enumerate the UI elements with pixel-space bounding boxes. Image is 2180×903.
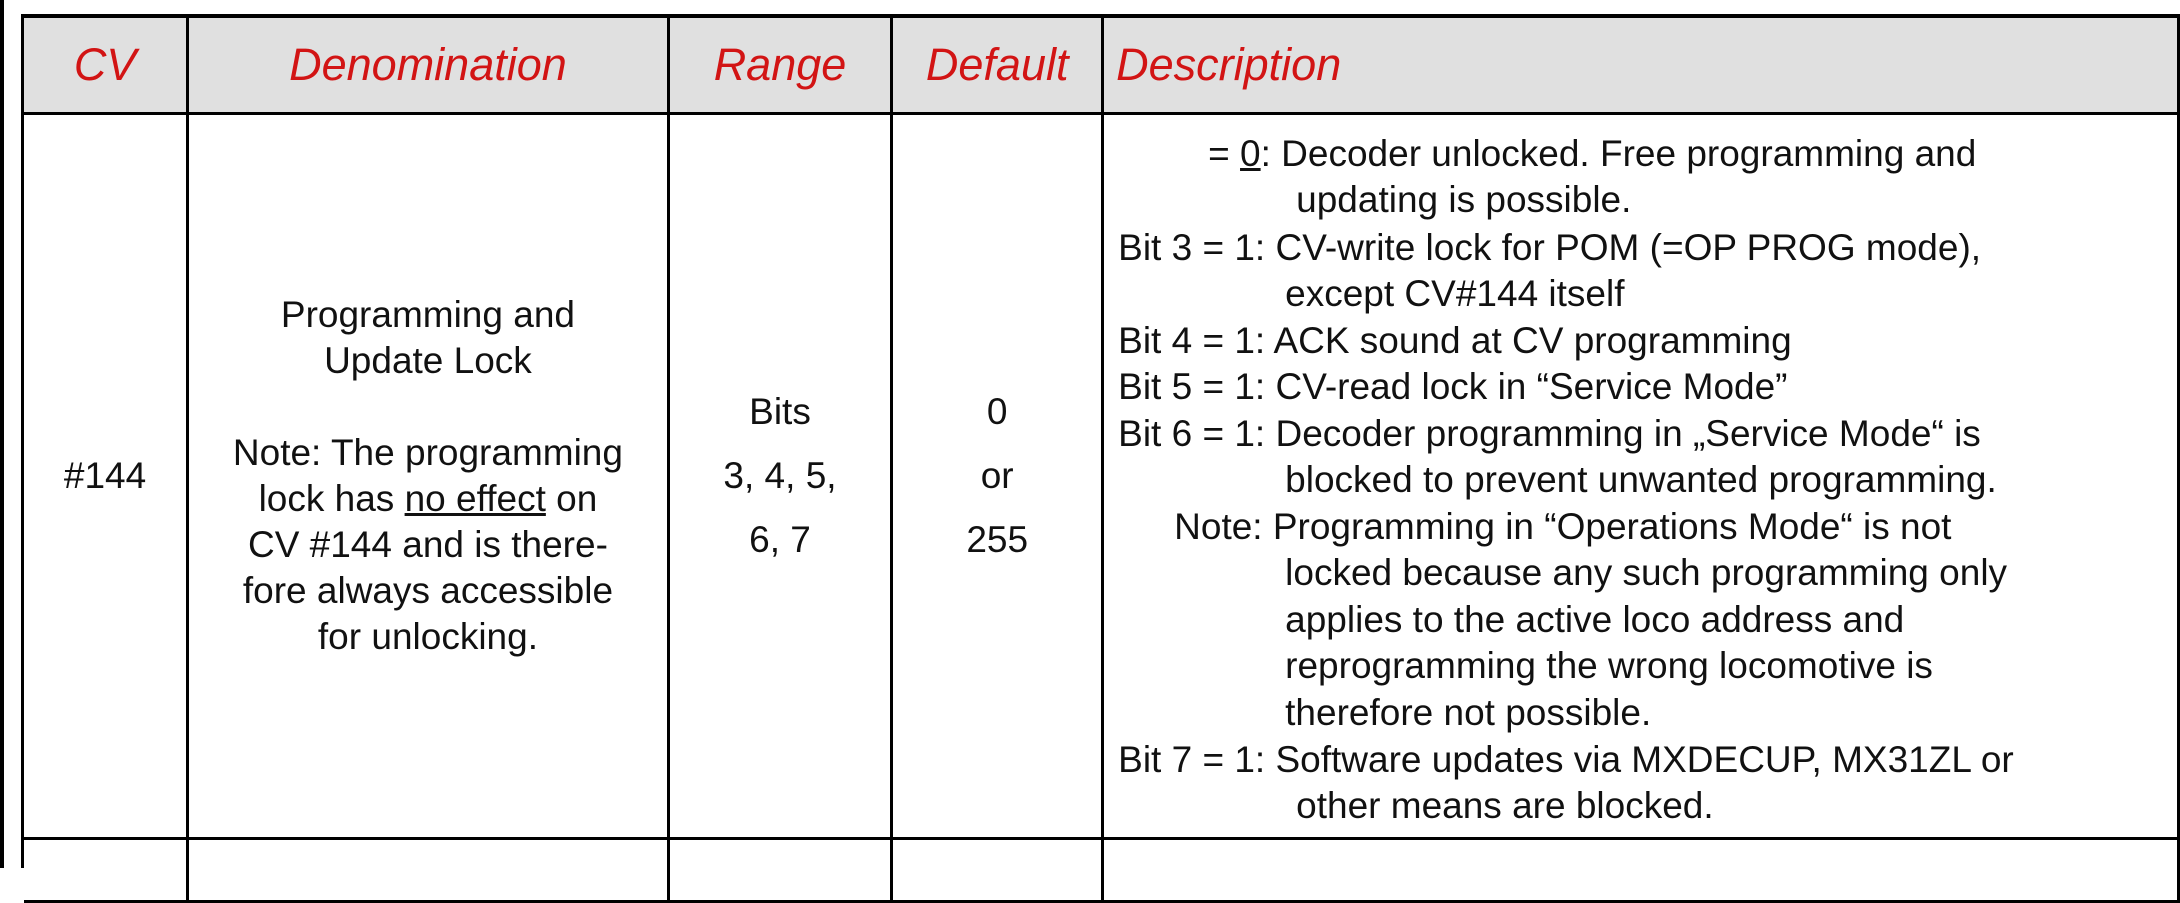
denomination-title-line: Programming and	[280, 294, 575, 335]
range-cell	[668, 114, 892, 839]
note-text: lock has	[258, 478, 405, 519]
outer-frame-line	[0, 0, 4, 868]
note-emphasis: no effect	[404, 478, 546, 519]
description-line	[1208, 131, 1976, 177]
denomination-title-line: Update Lock	[324, 340, 532, 381]
description-line: Bit 3 = 1: CV-write lock for POM (=OP PROG mode),	[1118, 227, 1982, 268]
cv-number: #144	[24, 114, 188, 839]
empty-cell	[668, 839, 892, 902]
denomination-note	[189, 430, 667, 660]
denomination-title	[189, 292, 667, 384]
header-cv: CV	[24, 18, 188, 114]
default-line: 255	[966, 519, 1029, 560]
header-denomination: Denomination	[188, 18, 669, 114]
cv-table	[24, 18, 2180, 903]
note-line: CV #144 and is there-	[247, 524, 608, 565]
description-line: applies to the active loco address and	[1285, 599, 1905, 640]
description-line: blocked to prevent unwanted programming.	[1285, 459, 1997, 500]
note-text: on	[545, 478, 598, 519]
description-line: Bit 7 = 1: Software updates via MXDECUP, MX31ZL or	[1118, 739, 2014, 780]
note-line: Note: The programming	[232, 432, 623, 473]
note-line: fore always accessible	[242, 570, 614, 611]
note-line: for unlocking.	[317, 616, 538, 657]
description-line: reprogramming the wrong locomotive is	[1285, 645, 1933, 686]
header-range: Range	[668, 18, 892, 114]
description-line: Bit 4 = 1: ACK sound at CV programming	[1118, 320, 1792, 361]
empty-cell	[188, 839, 669, 902]
description-line: except CV#144 itself	[1285, 273, 1625, 314]
description-line: Bit 6 = 1: Decoder programming in „Service Mode“ is	[1118, 413, 1981, 454]
empty-cell	[24, 839, 188, 902]
description-text: =	[1208, 133, 1241, 174]
description-line: Note: Programming in “Operations Mode“ is not	[1174, 506, 1952, 547]
empty-cell	[892, 839, 1103, 902]
description-line: other means are blocked.	[1296, 785, 1714, 826]
header-row	[24, 18, 2179, 114]
default-line: 0	[986, 391, 1008, 432]
description-cell	[1103, 114, 2179, 839]
description-line: therefore not possible.	[1285, 692, 1652, 733]
description-line: locked because any such programming only	[1285, 552, 2008, 593]
range-line: Bits	[749, 391, 811, 432]
empty-cell	[1103, 839, 2179, 902]
header-default: Default	[892, 18, 1103, 114]
table-row	[24, 114, 2179, 839]
denomination-cell	[188, 114, 669, 839]
description-value: 0	[1240, 133, 1261, 174]
default-line: or	[980, 455, 1014, 496]
range-line: 3, 4, 5,	[723, 455, 837, 496]
table-row-empty	[24, 839, 2179, 902]
default-cell	[892, 114, 1103, 839]
description-line: Bit 5 = 1: CV-read lock in “Service Mode”	[1118, 366, 1788, 407]
description-line: updating is possible.	[1296, 179, 1632, 220]
range-line: 6, 7	[749, 519, 811, 560]
note-line	[189, 476, 667, 522]
description-text: : Decoder unlocked. Free programming and	[1260, 133, 1977, 174]
header-description: Description	[1103, 18, 2179, 114]
